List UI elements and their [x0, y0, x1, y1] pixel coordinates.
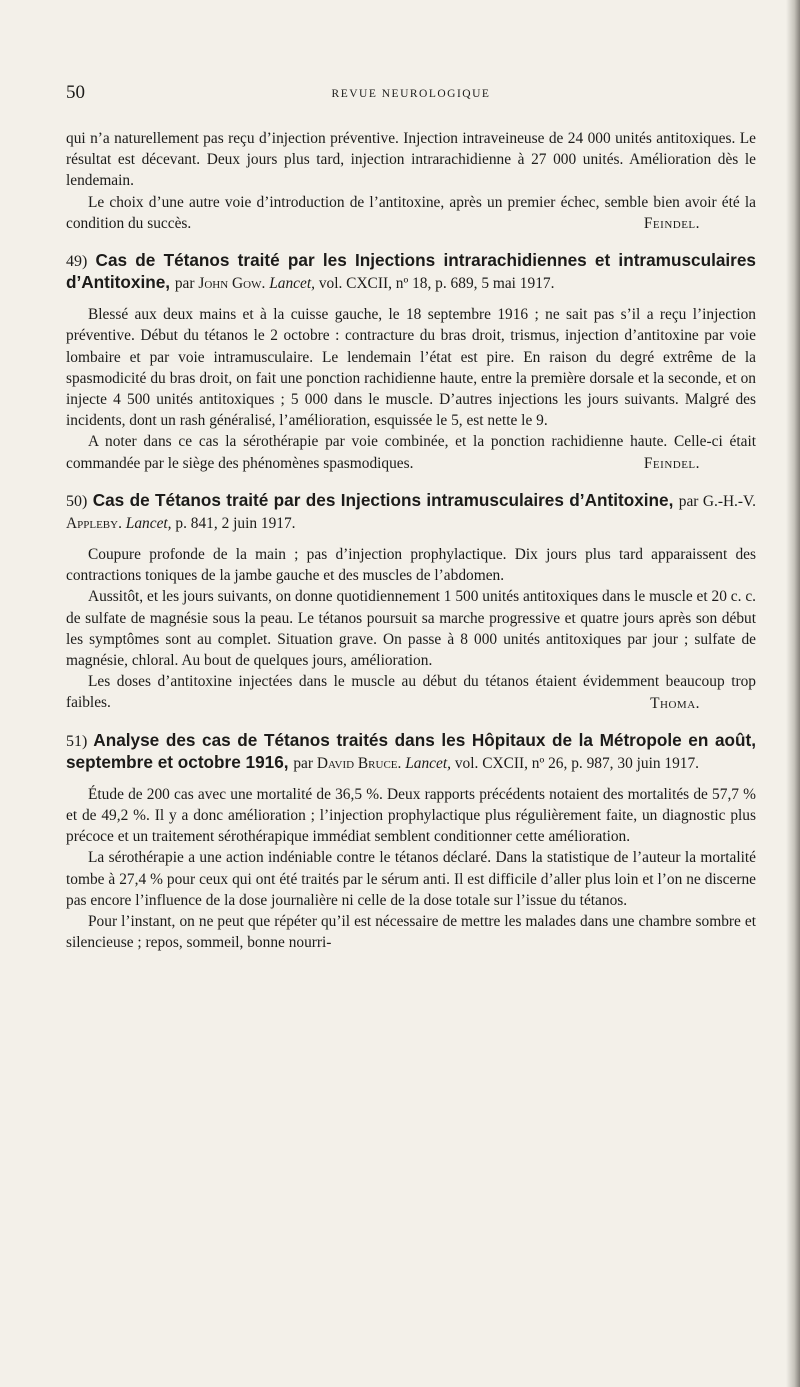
page-number: 50	[66, 82, 85, 103]
article-reference: vol. CXCII, nº 26, p. 987, 30 juin 1917.	[454, 754, 700, 772]
paragraph: La sérothérapie a une action indéniable contre le tétanos déclaré. Dans la statistique de l’auteur la mortalité tombe à 27,4 % pour ceux qui ont été traités par le sérum anti. Il est difficile d’aller plus loin et l’on ne discerne pas encore l’influence de la dose journalière ni celle de la dose totale sur l’issue du tétanos.	[66, 849, 756, 909]
article-50	[66, 490, 756, 714]
continued-article	[66, 128, 756, 234]
article-journal: Lancet,	[405, 754, 451, 772]
paragraph: A noter dans ce cas la sérothérapie par voie combinée, et la ponction rachidienne haute. Celle-ci était commandée par le siège des phénomènes spasmodiques.	[66, 433, 756, 472]
article-heading	[66, 730, 756, 774]
author-prefix: par	[678, 493, 699, 511]
paragraph: Étude de 200 cas avec une mortalité de 36,5 %. Deux rapports précédents notaient des mortalités de 57,7 % et de 49,2 %. Il y a donc amélioration ; l’injection prophylactique plus régulièrement faite, un diagnostic plus précoce et un traitement sérothérapique immédiat semblent conditionner cette amélioration.	[66, 785, 756, 846]
article-signature: Feindel.	[643, 454, 700, 472]
paragraph: Le choix d’une autre voie d’introduction de l’antitoxine, après un premier échec, semble bien avoir été la condition du succès.	[66, 193, 756, 232]
article-author: G.-H.-V. Appleby.	[66, 493, 757, 533]
paragraph: Pour l’instant, on ne peut que répéter qu’il est nécessaire de mettre les malades dans une chambre sombre et silencieuse ; repos, sommeil, bonne nourri-	[66, 913, 756, 952]
article-signature: Feindel.	[643, 215, 700, 233]
paragraph: Les doses d’antitoxine injectées dans le muscle au début du tétanos étaient évidemment beaucoup trop faibles.	[66, 673, 756, 712]
article-number: 51)	[66, 732, 88, 750]
article-author: David Bruce.	[316, 754, 402, 772]
article-title: Analyse des cas de Tétanos traités dans les Hôpitaux de la Métropole en août, septembre et octobre 1916,	[66, 729, 756, 772]
page-edge-shadow	[786, 0, 800, 1387]
article-number: 50)	[66, 493, 88, 511]
article-heading	[66, 250, 756, 294]
paragraph: qui n’a naturellement pas reçu d’injection préventive. Injection intraveineuse de 24 000 unités antitoxiques. Le résultat est décevant. Deux jours plus tard, injection intrarachidienne à 27 000 unités. Amélioration dès le lendemain.	[66, 130, 756, 190]
article-number: 49)	[66, 253, 88, 271]
article-author: John Gow.	[198, 275, 266, 293]
article-journal: Lancet,	[269, 275, 315, 293]
article-reference: vol. CXCII, nº 18, p. 689, 5 mai 1917.	[318, 275, 555, 293]
article-title: Cas de Tétanos traité par des Injections intramusculaires d’Antitoxine,	[92, 490, 674, 511]
paragraph: Blessé aux deux mains et à la cuisse gauche, le 18 septembre 1916 ; ne sait pas s’il a reçu l’injection préventive. Début du tétanos le 2 octobre : contracture du bras droit, trismus, injection d’antitoxine par voie lombaire et par voie intramusculaire. Le lendemain l’état est pire. En raison du degré extrême de la spasmodicité du bras droit, on fait une ponction rachidienne haute, entre la première dorsale et la seconde, et on injecte 4 500 unités antitoxiques ; 5 000 dans le muscle. D’autres injections les jours suivants. Malgré des incidents, dont un rash généralisé, l’amélioration, esquissée le 5, est nette le 9.	[66, 306, 756, 430]
running-title: REVUE NEUROLOGIQUE	[331, 88, 491, 100]
article-heading	[66, 490, 756, 534]
page-header	[66, 82, 756, 106]
article-journal: Lancet,	[125, 515, 172, 533]
paragraph: Aussitôt, et les jours suivants, on donne quotidiennement 1 500 unités antitoxiques dans le muscle et 20 c. c. de sulfate de magnésie sous la peau. Le tétanos poursuit sa marche progressive et quatre jours après son début les symptômes sont au complet. Situation grave. On passe à 8 000 unités antitoxiques par jour ; sulfate de magnésie, chloral. Au bout de quelques jours, amélioration.	[66, 588, 756, 670]
article-51	[66, 730, 756, 954]
author-prefix: par	[293, 754, 314, 772]
page-body	[66, 128, 756, 954]
article-signature: Thoma.	[650, 694, 700, 712]
author-prefix: par	[174, 275, 195, 293]
article-reference: p. 841, 2 juin 1917.	[175, 515, 296, 533]
paragraph: Coupure profonde de la main ; pas d’injection prophylactique. Dix jours plus tard apparaissent des contractions toniques de la jambe gauche et des muscles de l’abdomen.	[66, 546, 756, 585]
article-49	[66, 250, 756, 474]
article-title: Cas de Tétanos traité par les Injections intrarachidiennes et intramusculaires d’Antitoxine,	[66, 250, 756, 293]
